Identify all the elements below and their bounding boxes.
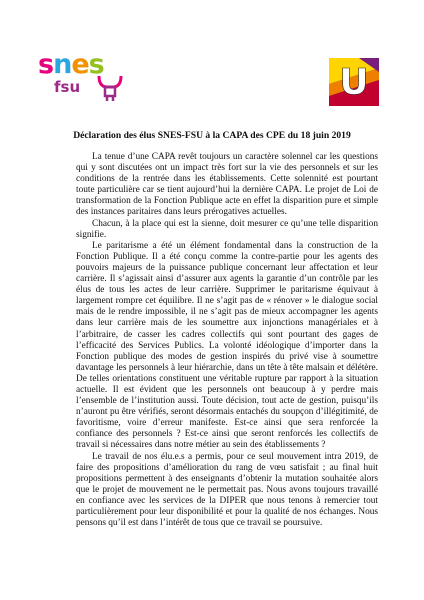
document-body (76, 152, 378, 529)
u-letter: U (339, 62, 369, 103)
document-title: Déclaration des élus SNES-FSU à la CAPA des CPE du 18 juin 2019 (73, 130, 351, 141)
paragraph-2: Chacun, à la place qui est la sienne, doit mesurer ce qu’une telle disparition signifie. (76, 218, 378, 240)
logo-letter-n: n (53, 49, 72, 80)
paragraph-1: La tenue d’une CAPA revêt toujours un caractère solennel car les questions qui y sont discutées ont un impact très fort sur la vie des personnels et sur les conditions de la rentrée dans les établissements. Cette solennité est pourtant toute particulière car se tient aujourd’hui la dernière CAPA. Le projet de Loi de transformation de la Fonction Publique acte en effet la disparition pure et simple des instances paritaires dans leurs prérogatives actuelles. (76, 152, 378, 218)
u-union-logo (329, 58, 379, 106)
logo-letter-e: e (71, 49, 89, 80)
snes-letters (38, 50, 104, 80)
snes-fsu-logo (38, 50, 134, 102)
logo-letter-s1: s (38, 49, 54, 80)
fsu-word: fsu (54, 78, 81, 96)
paragraph-3: Le paritarisme a été un élément fondamental dans la construction de la Fonction Publique. Il a été conçu comme la contre-partie pour les agents des pouvoirs majeurs de la puissance publique concernant leur affectation et leur carrière. Il s’agissait ainsi d’assurer aux agents la garantie d’un contrôle par les élus de tous les actes de leur carrière. Supprimer le paritarisme équivaut à largement rompre cet équilibre. Il ne s’agit pas de « rénover » le dialogue social mais de le rendre impossible, il ne s’agit pas de mieux accompagner les agents dans leur carrière mais de les soumettre aux injonctions managériales et à l’arbitraire, de casser les cadres collectifs qui sont pourtant des gages de l’efficacité des Services Publics. La volonté idéologique d’importer dans la Fonction publique des modes de gestion inspirés du privé vise à soumettre davantage les personnels à leur hiérarchie, dans un tête à tête malsain et délétère. De telles orientations constituent une véritable rupture par rapport à la situation actuelle. Il est évident que les personnels ont beaucoup à y perdre mais l’ensemble de l’institution aussi. Toute décision, tout acte de gestion, puisqu’ils n’auront pu être vérifiés, seront désormais entachés du soupçon d’illégitimité, de favoritisme, voire d’erreur manifeste. Est-ce ainsi que sera renforcée la confiance des personnels ? Est-ce ainsi que seront renforcés les collectifs de travail si nécessaires dans notre métier au sein des établissements ? (76, 240, 378, 451)
logo-letter-s2: s (88, 49, 104, 80)
fsu-figure-icon (96, 74, 124, 102)
paragraph-4: Le travail de nos élu.e.s a permis, pour ce seul mouvement intra 2019, de faire des propositions d’amélioration du rang de vœu satisfait ; au final huit propositions permettent à des enseignants d’obtenir la mutation souhaitée alors que le projet de mouvement ne le permettait pas. Nous avons toujours travaillé en confiance avec les services de la DIPER que nous tenons à remercier tout particulièrement pour leur disponibilité et pour la qualité de nos échanges. Nous pensons qu’il est dans l’intérêt de tous que ce travail se poursuive. (76, 451, 378, 529)
